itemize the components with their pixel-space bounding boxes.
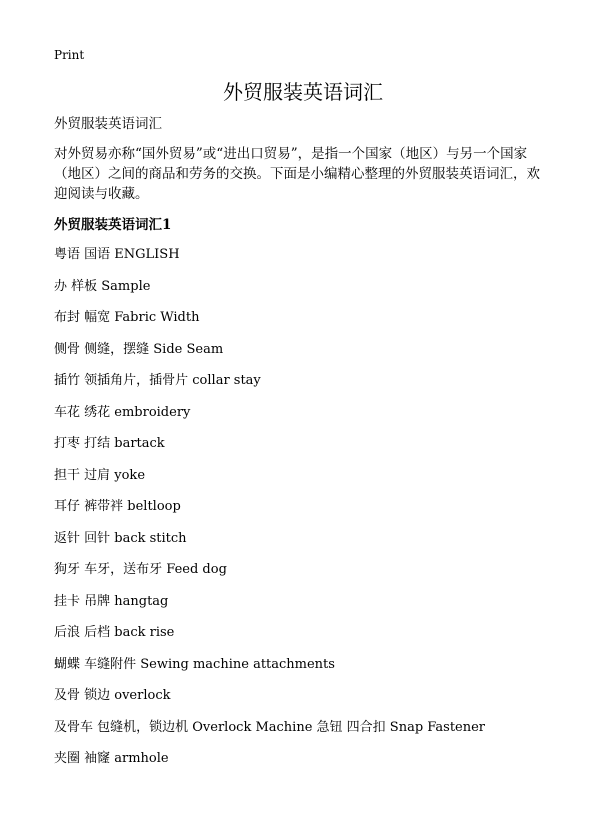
list-item: 耳仔 裤带袢 beltloop: [54, 499, 181, 514]
list-item: 及骨 锁边 overlock: [54, 688, 171, 703]
vocabulary-list: [54, 246, 552, 768]
document-title: 外贸服装英语词汇: [223, 80, 383, 104]
list-item: 狗牙 车牙，送布牙 Feed dog: [54, 562, 227, 577]
intro-paragraph: 对外贸易亦称“国外贸易”或“进出口贸易”，是指一个国家（地区）与另一个国家（地区）之间的商品和劳务的交换。下面是小编精心整理的外贸服装英语词汇，欢迎阅读与收藏。: [54, 146, 540, 202]
list-item: 侧骨 侧缝，摆缝 Side Seam: [54, 341, 224, 357]
list-item: 返针 回针 back stitch: [54, 530, 187, 546]
section-heading: 外贸服装英语词汇1: [54, 217, 172, 233]
print-label: Print: [54, 48, 85, 62]
list-item: 打枣 打结 bartack: [54, 436, 165, 451]
list-item: 插竹 领插角片，插骨片 collar stay: [54, 373, 261, 388]
list-item: 担干 过肩 yoke: [54, 467, 146, 483]
list-item: 粤语 国语 ENGLISH: [54, 247, 180, 262]
list-item: 布封 幅宽 Fabric Width: [54, 310, 200, 325]
list-item: 蝴蝶 车缝附件 Sewing machine attachments: [54, 656, 335, 672]
list-item: 及骨车 包缝机，锁边机 Overlock Machine 急钮 四合扣 Snap Fastener: [54, 719, 486, 735]
list-item: 夹圈 袖窿 armhole: [54, 751, 169, 766]
document-subtitle: 外贸服装英语词汇: [54, 116, 162, 132]
list-item: 挂卡 吊牌 hangtag: [54, 593, 169, 609]
list-item: 办 样板 Sample: [54, 278, 151, 294]
list-item: 车花 绣花 embroidery: [54, 404, 191, 420]
list-item: 后浪 后档 back rise: [54, 625, 175, 640]
